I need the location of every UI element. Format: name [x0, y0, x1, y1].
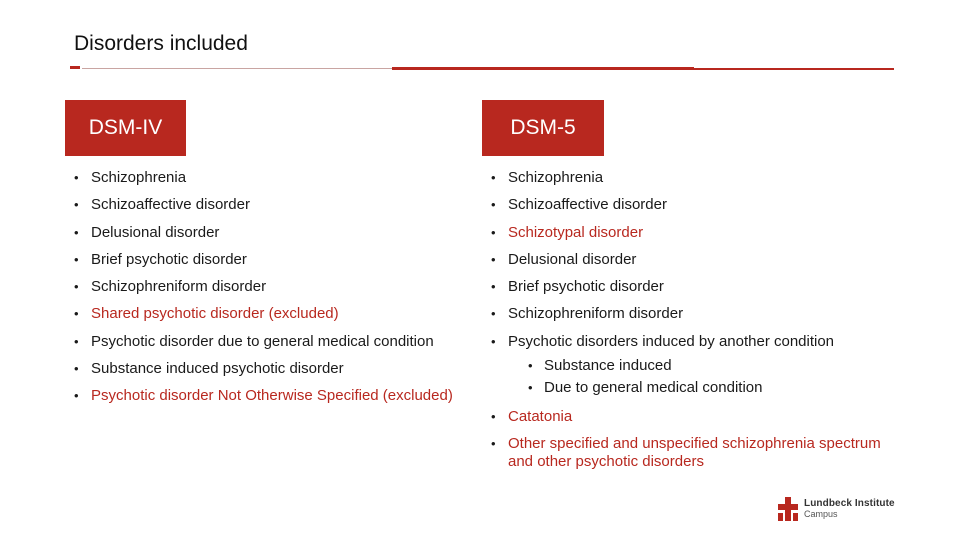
- logo-subtitle: Campus: [804, 509, 838, 519]
- lundbeck-cross-icon: [778, 497, 798, 521]
- list-item-text: Substance induced psychotic disorder: [91, 360, 344, 378]
- list-item: [491, 224, 891, 242]
- list-item: [491, 305, 891, 323]
- list-item: [491, 169, 891, 187]
- sub-list-item: • Due to general medical condition: [508, 377, 891, 399]
- list-item: [74, 305, 474, 323]
- sub-list: [508, 355, 891, 399]
- list-item-text: Other specified and unspecified schizophrenia spectrum and other psychotic disorders: [508, 435, 881, 471]
- dsm-5-header: DSM-5: [482, 100, 604, 156]
- list-item-text: Schizophrenia: [508, 169, 604, 186]
- sub-list-item: • Substance induced: [508, 355, 891, 377]
- list-item: [491, 333, 891, 399]
- dsm-5-list: [491, 169, 891, 481]
- list-item: [74, 333, 474, 351]
- list-item-text: Delusional disorder: [508, 250, 637, 268]
- list-item-text: Schizoaffective disorder: [508, 196, 667, 214]
- list-item-text: Psychotic disorder Not Otherwise Specified (excluded): [91, 387, 453, 405]
- list-item: [491, 196, 891, 214]
- list-item-text: Schizophreniform disorder: [91, 278, 267, 296]
- list-item: [491, 408, 891, 426]
- title-underline: [70, 66, 80, 69]
- list-item-text: Catatonia: [508, 408, 573, 426]
- title-underline: [694, 68, 894, 70]
- list-item: [491, 435, 891, 471]
- list-item: [74, 278, 474, 296]
- list-item: [74, 387, 474, 405]
- slide-title: Disorders included: [74, 32, 248, 55]
- title-underline: [82, 68, 392, 69]
- title-underline: [392, 67, 694, 70]
- dsm-iv-list: [74, 169, 474, 415]
- list-item-text: Schizoaffective disorder: [91, 196, 250, 214]
- list-item-text: Schizophreniform disorder: [508, 305, 684, 323]
- list-item: [74, 169, 474, 187]
- lundbeck-logo: [778, 497, 895, 521]
- list-item-text: Brief psychotic disorder: [91, 250, 247, 268]
- list-item-text: Schizophrenia: [91, 169, 187, 186]
- list-item-text: Delusional disorder: [91, 223, 220, 241]
- list-item-text: Psychotic disorder due to general medical condition: [91, 332, 434, 350]
- list-item: [74, 251, 474, 269]
- dsm-iv-header: DSM-IV: [65, 100, 186, 156]
- list-item-text: Schizotypal disorder: [508, 223, 644, 241]
- logo-name: Lundbeck Institute: [804, 498, 895, 509]
- list-item-text: Psychotic disorders induced by another condition: [508, 332, 835, 350]
- list-item: [74, 224, 474, 242]
- list-item: [491, 251, 891, 269]
- list-item-text: Shared psychotic disorder (excluded): [91, 305, 339, 323]
- list-item: [491, 278, 891, 296]
- list-item: [74, 360, 474, 378]
- list-item-text: Brief psychotic disorder: [508, 278, 664, 296]
- list-item: [74, 196, 474, 214]
